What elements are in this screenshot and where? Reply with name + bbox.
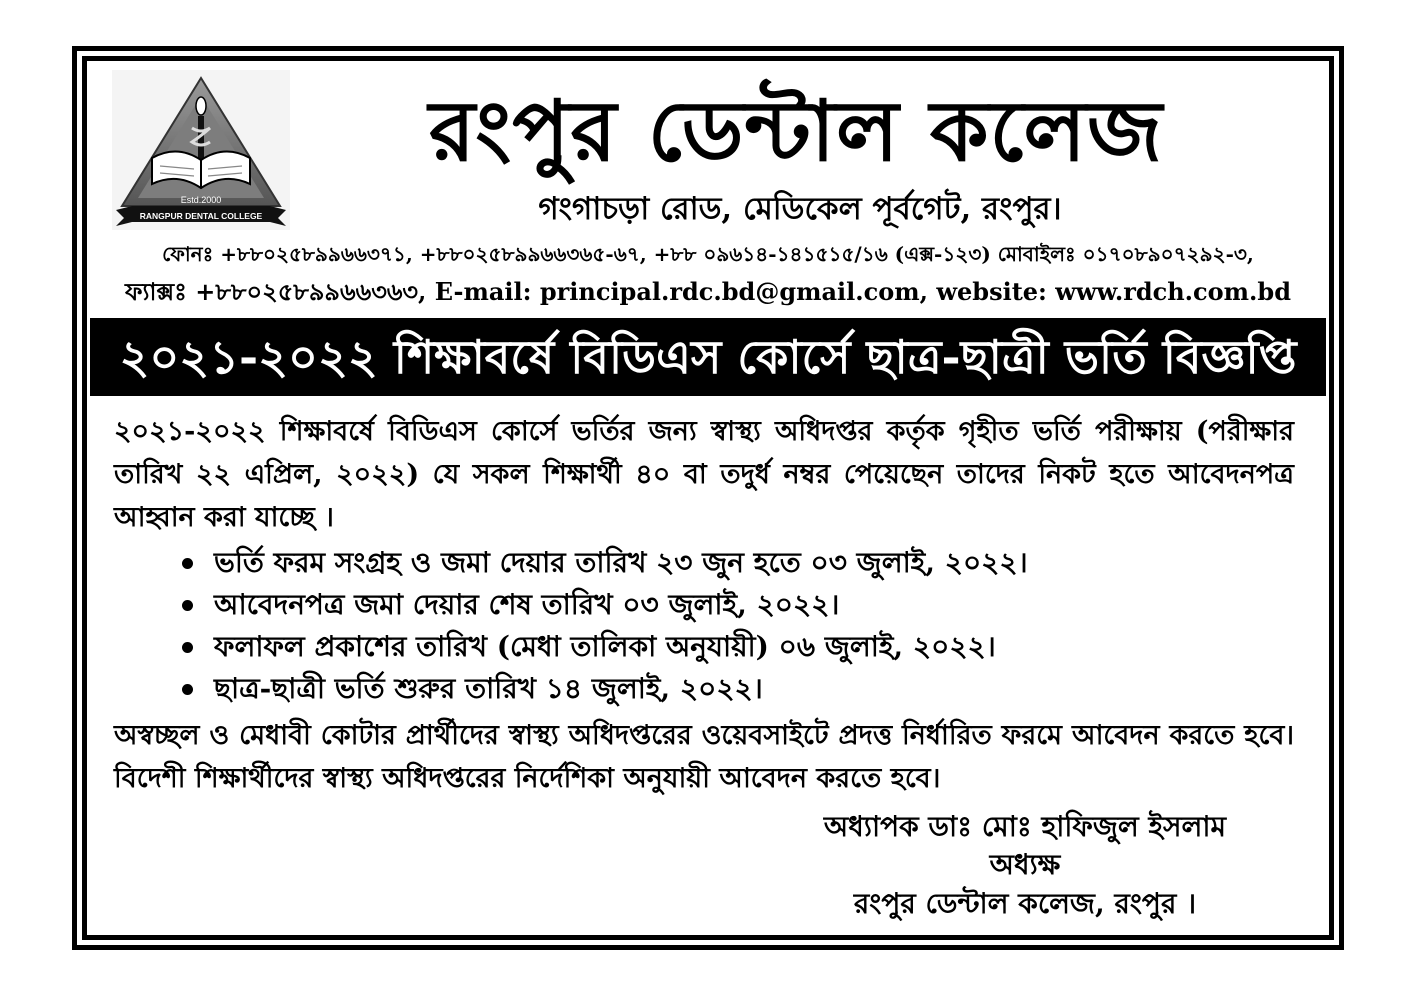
list-item: [176, 626, 1276, 668]
signatory-title: অধ্যক্ষ: [989, 848, 1061, 881]
list-item-text: ছাত্র-ছাত্রী ভর্তি শুরুর তারিখ ১৪ জুলাই, ২০২২।: [214, 672, 763, 705]
bullet-icon: [182, 600, 193, 611]
bullet-icon: [182, 558, 193, 569]
intro-paragraph: ২০২১-২০২২ শিক্ষাবর্ষে বিডিএস কোর্সে ভর্তির জন্য স্বাস্থ্য অধিদপ্তর কর্তৃক গৃহীত ভর্তি পরীক্ষায় (পরীক্ষার তারিখ ২২ এপ্রিল, ২০২২) যে সকল শিক্ষার্থী ৪০ বা তদুর্ধ নম্বর পেয়েছেন তাদের নিকট হতে আবেদনপত্র আহ্বান করা যাচ্ছে ।: [114, 416, 1294, 533]
bullet-icon: [182, 642, 193, 653]
list-item: [176, 542, 1276, 584]
list-item-text: ভর্তি ফরম সংগ্রহ ও জমা দেয়ার তারিখ ২৩ জুন হতে ০৩ জুলাই, ২০২২।: [214, 546, 1028, 579]
logo-emblem-icon: [112, 70, 290, 230]
signatory-organization: রংপুর ডেন্টাল কলেজ, রংপুর ।: [853, 887, 1197, 920]
list-item-text: আবেদনপত্র জমা দেয়ার শেষ তারিখ ০৩ জুলাই, ২০২২।: [214, 588, 840, 621]
contact-phone: ফোনঃ +৮৮০২৫৮৯৯৬৬৩৭১, +৮৮০২৫৮৯৯৬৬৩৬৫-৬৭, +৮৮ ০৯৬১৪-১৪১৫১৫/১৬ (এক্স-১২৩) মোবাইলঃ ০১৭০৮৯০৭২৯২-৩,: [162, 242, 1254, 266]
admission-notice-banner: ২০২১-২০২২ শিক্ষাবর্ষে বিডিএস কোর্সে ছাত্র-ছাত্রী ভর্তি বিজ্ঞপ্তি: [90, 318, 1326, 396]
college-address: গংগাচড়া রোড, মেডিকেল পূর্বগেট, রংপুর।: [538, 191, 1062, 227]
college-logo: [112, 70, 290, 230]
signatory-name: অধ্যাপক ডাঃ মোঃ হাফিজুল ইসলাম: [823, 810, 1227, 843]
date-schedule-list: [176, 542, 1276, 710]
contact-fax-email-website: ফ্যাক্সঃ +৮৮০২৫৮৯৯৬৬৩৬৩, E-mail: principal.rdc.bd@gmail.com, website: www.rdch.com.bd: [125, 277, 1291, 306]
college-title: রংপুর ডেন্টাল কলেজ: [428, 81, 1164, 180]
list-item-text: ফলাফল প্রকাশের তারিখ (মেধা তালিকা অনুযায়ী) ০৬ জুলাই, ২০২২।: [214, 630, 996, 663]
list-item: [176, 668, 1276, 710]
logo-ribbon-text: RANGPUR DENTAL COLLEGE: [139, 211, 263, 221]
quota-note-paragraph: অস্বচ্ছল ও মেধাবী কোটার প্রার্থীদের স্বাস্থ্য অধিদপ্তরের ওয়েবসাইটে প্রদত্ত নির্ধারিত ফরমে আবেদন করতে হবে। বিদেশী শিক্ষার্থীদের স্বাস্থ্য অধিদপ্তরের নির্দেশিকা অনুযায়ী আবেদন করতে হবে।: [114, 720, 1294, 794]
bullet-icon: [182, 684, 193, 695]
logo-estd-text: Estd.2000: [180, 195, 222, 205]
list-item: [176, 584, 1276, 626]
